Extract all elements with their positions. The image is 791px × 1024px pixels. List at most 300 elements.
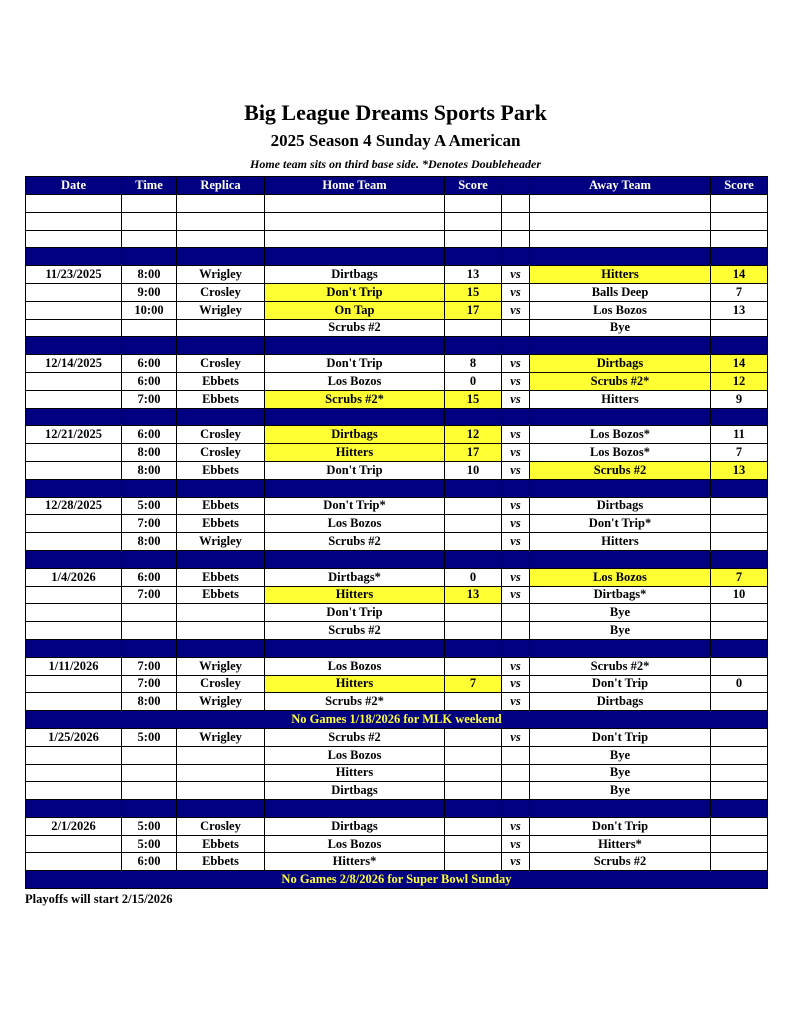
separator-cell (711, 800, 768, 818)
vs-cell: vs (502, 657, 530, 675)
time-cell: 6:00 (122, 568, 177, 586)
home-score-cell (445, 764, 502, 782)
date-cell (26, 746, 122, 764)
home-team-cell: Scrubs #2 (265, 533, 445, 551)
replica-cell (177, 622, 265, 640)
vs-cell: vs (502, 533, 530, 551)
replica-cell (177, 195, 265, 213)
away-team-cell: Bye (530, 319, 711, 337)
date-cell: 1/11/2026 (26, 657, 122, 675)
replica-cell: Ebbets (177, 461, 265, 479)
home-team-cell: Los Bozos (265, 372, 445, 390)
home-score-cell: 0 (445, 568, 502, 586)
home-score-cell (445, 817, 502, 835)
date-cell: 2/1/2026 (26, 817, 122, 835)
table-row (26, 675, 768, 693)
home-score-cell: 12 (445, 426, 502, 444)
away-team-cell: Dirtbags (530, 497, 711, 515)
home-score-cell (445, 746, 502, 764)
vs-cell (502, 604, 530, 622)
table-row (26, 657, 768, 675)
home-score-cell: 15 (445, 283, 502, 301)
time-cell: 7:00 (122, 657, 177, 675)
home-team-cell: Dirtbags (265, 817, 445, 835)
away-score-cell (711, 853, 768, 871)
home-team-cell: Dirtbags (265, 266, 445, 284)
away-team-cell (530, 195, 711, 213)
away-score-cell (711, 533, 768, 551)
replica-cell: Wrigley (177, 728, 265, 746)
away-score-cell (711, 817, 768, 835)
replica-cell: Wrigley (177, 301, 265, 319)
replica-cell: Wrigley (177, 266, 265, 284)
separator-cell (122, 550, 177, 568)
separator-cell (502, 248, 530, 266)
home-team-cell: Scrubs #2 (265, 319, 445, 337)
home-score-cell (445, 230, 502, 248)
vs-cell (502, 195, 530, 213)
home-team-cell: Los Bozos (265, 835, 445, 853)
away-score-cell (711, 212, 768, 230)
home-score-cell (445, 212, 502, 230)
vs-cell: vs (502, 355, 530, 373)
home-score-cell (445, 319, 502, 337)
replica-cell: Crosley (177, 283, 265, 301)
home-team-cell: Dirtbags (265, 426, 445, 444)
replica-cell (177, 604, 265, 622)
replica-cell: Wrigley (177, 693, 265, 711)
table-row (26, 586, 768, 604)
home-team-cell: Don't Trip* (265, 497, 445, 515)
away-team-cell: Scrubs #2 (530, 461, 711, 479)
separator-cell (502, 337, 530, 355)
table-row (26, 835, 768, 853)
replica-cell: Ebbets (177, 497, 265, 515)
vs-cell: vs (502, 835, 530, 853)
separator-cell (445, 337, 502, 355)
time-cell (122, 212, 177, 230)
away-score-cell (711, 515, 768, 533)
separator-cell (265, 408, 445, 426)
home-score-cell: 17 (445, 444, 502, 462)
separator-cell (530, 408, 711, 426)
away-score-cell: 14 (711, 266, 768, 284)
home-score-cell: 17 (445, 301, 502, 319)
replica-cell (177, 764, 265, 782)
time-cell: 5:00 (122, 728, 177, 746)
separator-cell (711, 408, 768, 426)
schedule-table (25, 176, 768, 889)
separator-cell (530, 800, 711, 818)
away-team-cell: Hitters (530, 390, 711, 408)
away-team-cell: Scrubs #2* (530, 657, 711, 675)
home-score-cell: 15 (445, 390, 502, 408)
time-cell: 6:00 (122, 372, 177, 390)
separator-cell (122, 639, 177, 657)
separator-cell (26, 337, 122, 355)
separator-cell (530, 479, 711, 497)
replica-cell: Ebbets (177, 586, 265, 604)
replica-cell: Ebbets (177, 835, 265, 853)
time-cell: 8:00 (122, 693, 177, 711)
week-separator-row (26, 800, 768, 818)
home-score-cell (445, 693, 502, 711)
table-row (26, 212, 768, 230)
col-header-away-score: Score (711, 177, 768, 195)
away-team-cell: Hitters (530, 266, 711, 284)
home-score-cell (445, 497, 502, 515)
time-cell (122, 764, 177, 782)
separator-cell (711, 248, 768, 266)
table-row (26, 461, 768, 479)
time-cell (122, 622, 177, 640)
separator-cell (445, 800, 502, 818)
home-team-cell: On Tap (265, 301, 445, 319)
separator-cell (445, 479, 502, 497)
col-header-vs (502, 177, 530, 195)
time-cell: 9:00 (122, 283, 177, 301)
table-row (26, 728, 768, 746)
home-score-cell (445, 782, 502, 800)
vs-cell: vs (502, 586, 530, 604)
home-score-cell (445, 533, 502, 551)
separator-cell (265, 800, 445, 818)
time-cell: 8:00 (122, 461, 177, 479)
date-cell (26, 283, 122, 301)
replica-cell: Crosley (177, 444, 265, 462)
away-score-cell: 7 (711, 444, 768, 462)
separator-cell (530, 639, 711, 657)
away-score-cell (711, 693, 768, 711)
home-team-cell: Hitters (265, 586, 445, 604)
replica-cell (177, 746, 265, 764)
date-cell (26, 835, 122, 853)
table-row (26, 195, 768, 213)
date-cell: 12/21/2025 (26, 426, 122, 444)
away-score-cell: 10 (711, 586, 768, 604)
table-row (26, 746, 768, 764)
separator-cell (445, 408, 502, 426)
col-header-time: Time (122, 177, 177, 195)
separator-cell (177, 639, 265, 657)
separator-cell (711, 479, 768, 497)
vs-cell: vs (502, 372, 530, 390)
home-score-cell: 10 (445, 461, 502, 479)
away-team-cell: Hitters (530, 533, 711, 551)
away-score-cell (711, 764, 768, 782)
away-team-cell: Bye (530, 764, 711, 782)
home-score-cell: 8 (445, 355, 502, 373)
separator-cell (177, 408, 265, 426)
separator-cell (502, 800, 530, 818)
table-row (26, 283, 768, 301)
col-header-home-team: Home Team (265, 177, 445, 195)
table-row (26, 817, 768, 835)
separator-cell (26, 248, 122, 266)
time-cell (122, 195, 177, 213)
date-cell (26, 622, 122, 640)
separator-cell (122, 248, 177, 266)
vs-cell (502, 746, 530, 764)
table-row (26, 693, 768, 711)
home-score-cell: 13 (445, 266, 502, 284)
schedule-body (26, 195, 768, 889)
date-cell (26, 853, 122, 871)
separator-cell (530, 248, 711, 266)
table-row (26, 444, 768, 462)
separator-cell (711, 550, 768, 568)
table-row (26, 355, 768, 373)
away-score-cell: 12 (711, 372, 768, 390)
week-separator-row (26, 639, 768, 657)
vs-cell: vs (502, 266, 530, 284)
season-subtitle: 2025 Season 4 Sunday A American (270, 131, 521, 150)
separator-cell (26, 479, 122, 497)
replica-cell: Ebbets (177, 515, 265, 533)
week-separator-row (26, 337, 768, 355)
time-cell (122, 604, 177, 622)
date-cell (26, 515, 122, 533)
vs-cell: vs (502, 693, 530, 711)
vs-cell (502, 764, 530, 782)
separator-cell (502, 479, 530, 497)
away-team-cell: Los Bozos (530, 301, 711, 319)
away-team-cell: Dirtbags (530, 693, 711, 711)
away-score-cell: 7 (711, 283, 768, 301)
home-team-cell (265, 212, 445, 230)
home-team-cell: Don't Trip (265, 283, 445, 301)
table-row (26, 622, 768, 640)
home-score-cell (445, 195, 502, 213)
separator-cell (445, 248, 502, 266)
header-row (26, 177, 768, 195)
week-separator-row (26, 479, 768, 497)
replica-cell: Crosley (177, 426, 265, 444)
time-cell: 7:00 (122, 390, 177, 408)
vs-cell: vs (502, 426, 530, 444)
separator-cell (122, 479, 177, 497)
week-separator-row (26, 550, 768, 568)
separator-cell (26, 550, 122, 568)
date-cell: 11/23/2025 (26, 266, 122, 284)
col-header-home-score: Score (445, 177, 502, 195)
home-team-cell: Scrubs #2 (265, 622, 445, 640)
vs-cell (502, 230, 530, 248)
separator-cell (265, 479, 445, 497)
away-team-cell: Don't Trip (530, 675, 711, 693)
time-cell: 8:00 (122, 266, 177, 284)
replica-cell: Crosley (177, 817, 265, 835)
home-score-cell (445, 835, 502, 853)
week-separator-row (26, 408, 768, 426)
home-team-cell: Scrubs #2 (265, 728, 445, 746)
away-team-cell: Don't Trip* (530, 515, 711, 533)
away-team-cell: Scrubs #2 (530, 853, 711, 871)
time-cell (122, 230, 177, 248)
replica-cell: Ebbets (177, 390, 265, 408)
away-team-cell: Don't Trip (530, 817, 711, 835)
replica-cell: Ebbets (177, 568, 265, 586)
vs-cell (502, 212, 530, 230)
time-cell: 7:00 (122, 586, 177, 604)
date-cell (26, 444, 122, 462)
vs-cell: vs (502, 675, 530, 693)
home-score-cell (445, 604, 502, 622)
home-team-cell: Scrubs #2* (265, 390, 445, 408)
home-score-cell: 13 (445, 586, 502, 604)
separator-cell (711, 639, 768, 657)
separator-cell (177, 337, 265, 355)
home-team-cell: Los Bozos (265, 515, 445, 533)
home-team-cell: Don't Trip (265, 604, 445, 622)
separator-cell (265, 337, 445, 355)
away-score-cell (711, 319, 768, 337)
vs-cell: vs (502, 301, 530, 319)
home-score-cell (445, 657, 502, 675)
table-row (26, 515, 768, 533)
time-cell: 6:00 (122, 426, 177, 444)
time-cell: 5:00 (122, 835, 177, 853)
no-games-banner: No Games 2/8/2026 for Super Bowl Sunday (26, 871, 768, 889)
vs-cell: vs (502, 515, 530, 533)
table-row (26, 533, 768, 551)
separator-cell (122, 408, 177, 426)
home-score-cell (445, 853, 502, 871)
separator-cell (26, 408, 122, 426)
date-cell (26, 782, 122, 800)
away-score-cell (711, 657, 768, 675)
home-team-cell: Hitters (265, 675, 445, 693)
time-cell: 5:00 (122, 497, 177, 515)
separator-cell (26, 639, 122, 657)
separator-cell (445, 550, 502, 568)
time-cell: 8:00 (122, 444, 177, 462)
vs-cell: vs (502, 728, 530, 746)
replica-cell: Ebbets (177, 853, 265, 871)
vs-cell: vs (502, 461, 530, 479)
time-cell (122, 746, 177, 764)
replica-cell: Wrigley (177, 533, 265, 551)
home-score-cell (445, 515, 502, 533)
away-team-cell: Bye (530, 746, 711, 764)
table-row (26, 319, 768, 337)
no-games-banner-row (26, 711, 768, 729)
separator-cell (177, 248, 265, 266)
home-team-cell: Don't Trip (265, 355, 445, 373)
away-team-cell (530, 230, 711, 248)
table-row (26, 230, 768, 248)
separator-cell (122, 800, 177, 818)
away-score-cell (711, 782, 768, 800)
away-score-cell (711, 746, 768, 764)
away-team-cell: Los Bozos* (530, 444, 711, 462)
date-cell (26, 301, 122, 319)
away-score-cell: 0 (711, 675, 768, 693)
replica-cell (177, 782, 265, 800)
date-cell (26, 390, 122, 408)
date-cell (26, 212, 122, 230)
week-separator-row (26, 248, 768, 266)
vs-cell: vs (502, 390, 530, 408)
home-score-cell: 7 (445, 675, 502, 693)
vs-cell (502, 622, 530, 640)
away-score-cell: 9 (711, 390, 768, 408)
vs-cell (502, 782, 530, 800)
away-team-cell: Hitters* (530, 835, 711, 853)
vs-cell: vs (502, 568, 530, 586)
date-cell (26, 230, 122, 248)
home-score-cell (445, 728, 502, 746)
away-score-cell (711, 728, 768, 746)
home-team-cell: Dirtbags (265, 782, 445, 800)
away-team-cell: Bye (530, 604, 711, 622)
home-team-cell: Hitters* (265, 853, 445, 871)
table-row (26, 568, 768, 586)
table-row (26, 372, 768, 390)
home-team-cell: Hitters (265, 764, 445, 782)
home-team-cell: Dirtbags* (265, 568, 445, 586)
playoffs-note: Playoffs will start 2/15/2026 (25, 892, 173, 906)
date-cell (26, 604, 122, 622)
no-games-banner: No Games 1/18/2026 for MLK weekend (26, 711, 768, 729)
table-row (26, 853, 768, 871)
away-team-cell: Balls Deep (530, 283, 711, 301)
date-cell: 1/25/2026 (26, 728, 122, 746)
no-games-banner-row (26, 871, 768, 889)
away-team-cell: Bye (530, 782, 711, 800)
table-row (26, 301, 768, 319)
date-cell: 12/28/2025 (26, 497, 122, 515)
table-row (26, 266, 768, 284)
date-cell: 12/14/2025 (26, 355, 122, 373)
away-score-cell: 11 (711, 426, 768, 444)
vs-cell: vs (502, 817, 530, 835)
date-cell (26, 195, 122, 213)
away-team-cell: Scrubs #2* (530, 372, 711, 390)
away-score-cell (711, 604, 768, 622)
replica-cell: Crosley (177, 675, 265, 693)
date-cell (26, 764, 122, 782)
separator-cell (502, 639, 530, 657)
vs-cell: vs (502, 283, 530, 301)
vs-cell: vs (502, 444, 530, 462)
away-team-cell: Bye (530, 622, 711, 640)
away-score-cell: 14 (711, 355, 768, 373)
vs-cell: vs (502, 497, 530, 515)
separator-cell (265, 550, 445, 568)
separator-cell (530, 337, 711, 355)
home-team-cell (265, 230, 445, 248)
col-header-away-team: Away Team (530, 177, 711, 195)
home-team-cell: Los Bozos (265, 746, 445, 764)
date-cell (26, 586, 122, 604)
col-header-replica: Replica (177, 177, 265, 195)
separator-cell (445, 639, 502, 657)
date-cell (26, 372, 122, 390)
vs-cell: vs (502, 853, 530, 871)
home-team-cell: Scrubs #2* (265, 693, 445, 711)
time-cell (122, 782, 177, 800)
time-cell: 6:00 (122, 853, 177, 871)
separator-cell (530, 550, 711, 568)
separator-cell (177, 479, 265, 497)
table-row (26, 782, 768, 800)
away-score-cell (711, 195, 768, 213)
date-cell (26, 533, 122, 551)
replica-cell: Ebbets (177, 372, 265, 390)
home-team-cell: Los Bozos (265, 657, 445, 675)
col-header-date: Date (26, 177, 122, 195)
